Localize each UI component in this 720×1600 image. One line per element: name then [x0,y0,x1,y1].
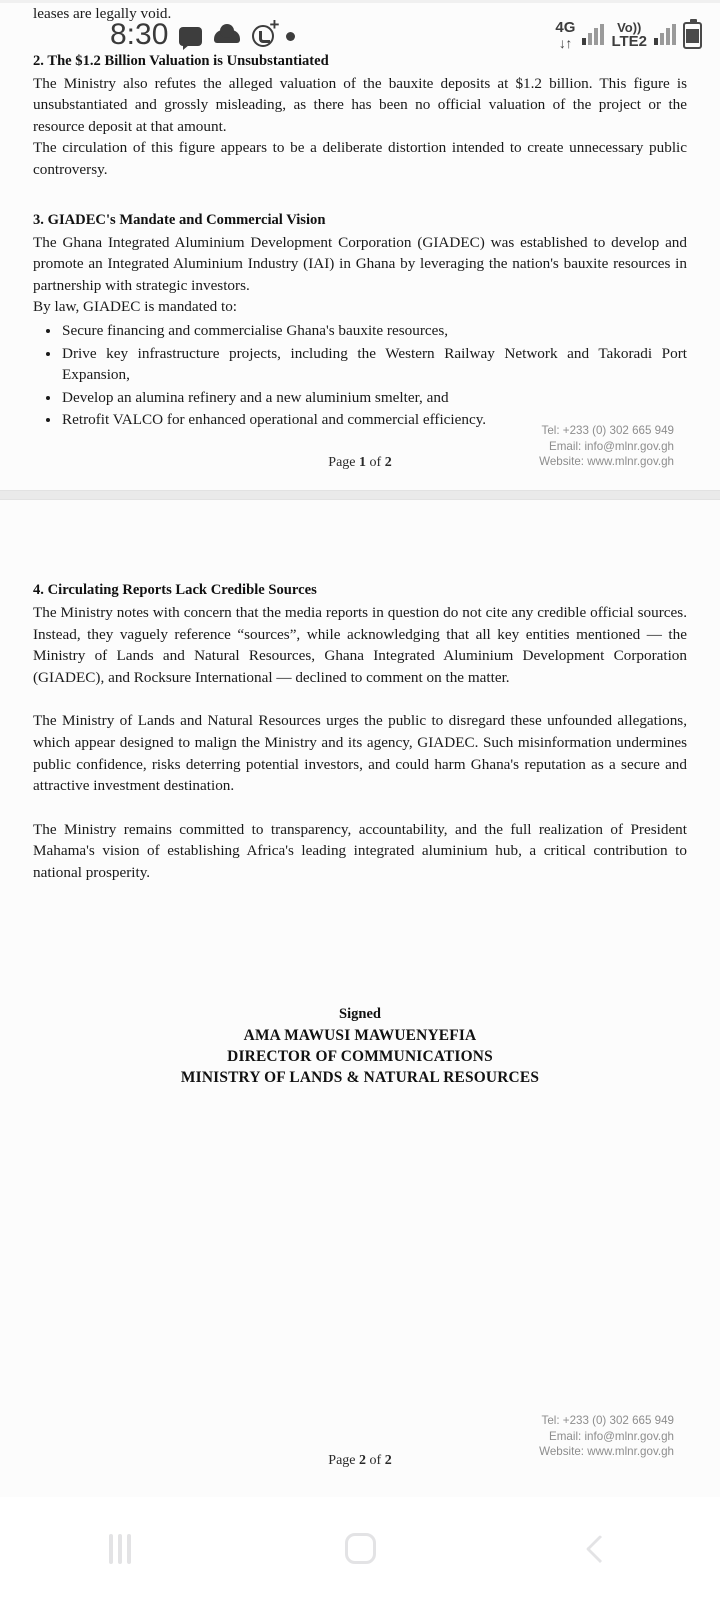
data-transfer-arrows-icon: ↓↑ [558,34,572,51]
section-3-lead-in: By law, GIADEC is mandated to: [33,298,238,316]
recents-icon [109,1534,131,1564]
section-4-paragraph-3: The Ministry remains committed to transparency, accountability, and the full realization of President Mahama's vision of establishing Africa's leading integrated aluminium hub, a critical contribution to national prosperity. [33,820,687,881]
back-icon [586,1534,614,1562]
document-page-2 [0,500,720,1500]
page-2-page-number [0,1453,720,1469]
contact-website: Website: www.mlnr.gov.gh [539,1445,674,1458]
signature-block [33,1004,687,1088]
lte-label: LTE2 [611,32,647,50]
section-4-heading: 4. Circulating Reports Lack Credible Sources [33,582,317,598]
page-1-content [0,3,720,431]
document-page-1 [0,3,720,490]
back-button[interactable] [540,1497,660,1600]
home-button[interactable] [300,1497,420,1600]
page-current: 2 [359,1453,367,1468]
section-2-paragraph-1: The Ministry also refutes the alleged valuation of the bauxite deposits at $1.2 billion. This figure is unsubstantiated and grossly misleading, as there has been no official valuation of the project or the resource deposit at that amount. [33,74,687,135]
contact-email: Email: info@mlnr.gov.gh [549,1429,674,1443]
signature-organisation: MINISTRY OF LANDS & NATURAL RESOURCES [180,1068,540,1086]
section-2-paragraph-2: The circulation of this figure appears to be a deliberate distortion intended to create unnecessary public controversy. [33,139,687,178]
contact-tel: Tel: +233 (0) 302 665 949 [541,424,674,437]
page-of: of [369,455,382,470]
navigation-bar [0,1497,720,1600]
section-3-heading: 3. GIADEC's Mandate and Commercial Vision [33,211,326,228]
page-current: 1 [359,455,367,470]
recents-button[interactable] [60,1497,180,1600]
page-label: Page [328,455,356,470]
list-item: Drive key infrastructure projects, including the Western Railway Network and Takoradi Port Expansion, [33,343,687,386]
page-total: 2 [384,455,392,470]
page-total: 2 [384,1453,392,1468]
list-item: Retrofit VALCO for enhanced operational and commercial efficiency. [33,409,687,431]
section-3-paragraph-1: The Ghana Integrated Aluminium Development Corporation (GIADEC) was established to develop and promote an Integrated Aluminium Industry (IAI) in Ghana by leveraging the nation's bauxite resources in partnership with strategic investors. [33,233,687,294]
signature-signed: Signed [339,1005,381,1022]
page-of: of [369,1453,382,1468]
home-icon [345,1533,376,1564]
volte-label: Vo)) [617,19,642,35]
mandate-list [33,320,687,431]
continued-line: leases are legally void. [33,5,172,22]
page-label: Page [328,1453,356,1468]
contact-email: Email: info@mlnr.gov.gh [549,439,674,453]
section-4-paragraph-2: The Ministry of Lands and Natural Resources urges the public to disregard these unfounded allegations, which appear designed to malign the Ministry and its agency, GIADEC. Such misinformation undermines public confidence, risks deterring potential investors, and could harm Ghana's reputation as a secure and attractive investment destination. [33,712,687,795]
contact-website: Website: www.mlnr.gov.gh [539,455,674,468]
status-clock: 8:30 [110,18,169,51]
signature-title: DIRECTOR OF COMMUNICATIONS [227,1047,493,1065]
list-item: Secure financing and commercialise Ghana's bauxite resources, [33,320,687,342]
signature-name: AMA MAWUSI MAWUENYEFIA [243,1026,477,1044]
page-separator [0,490,720,500]
section-4-paragraph-1: The Ministry notes with concern that the media reports in question do not cite any credible official sources. Instead, they vaguely reference “sources”, while acknowledging that all key entities mentioned — the Ministry of Lands and Natural Resources, Ghana Integrated Aluminium Development Corporation (GIADEC), and Rocksure International — declined to comment on the matter. [33,604,687,686]
network-type-label: 4G [555,19,576,37]
page-2-content [0,500,720,1088]
section-2-heading: 2. The $1.2 Billion Valuation is Unsubstantiated [33,52,329,69]
page-1-page-number [0,455,720,471]
contact-tel: Tel: +233 (0) 302 665 949 [541,1414,674,1427]
list-item: Develop an alumina refinery and a new aluminium smelter, and [33,387,687,409]
